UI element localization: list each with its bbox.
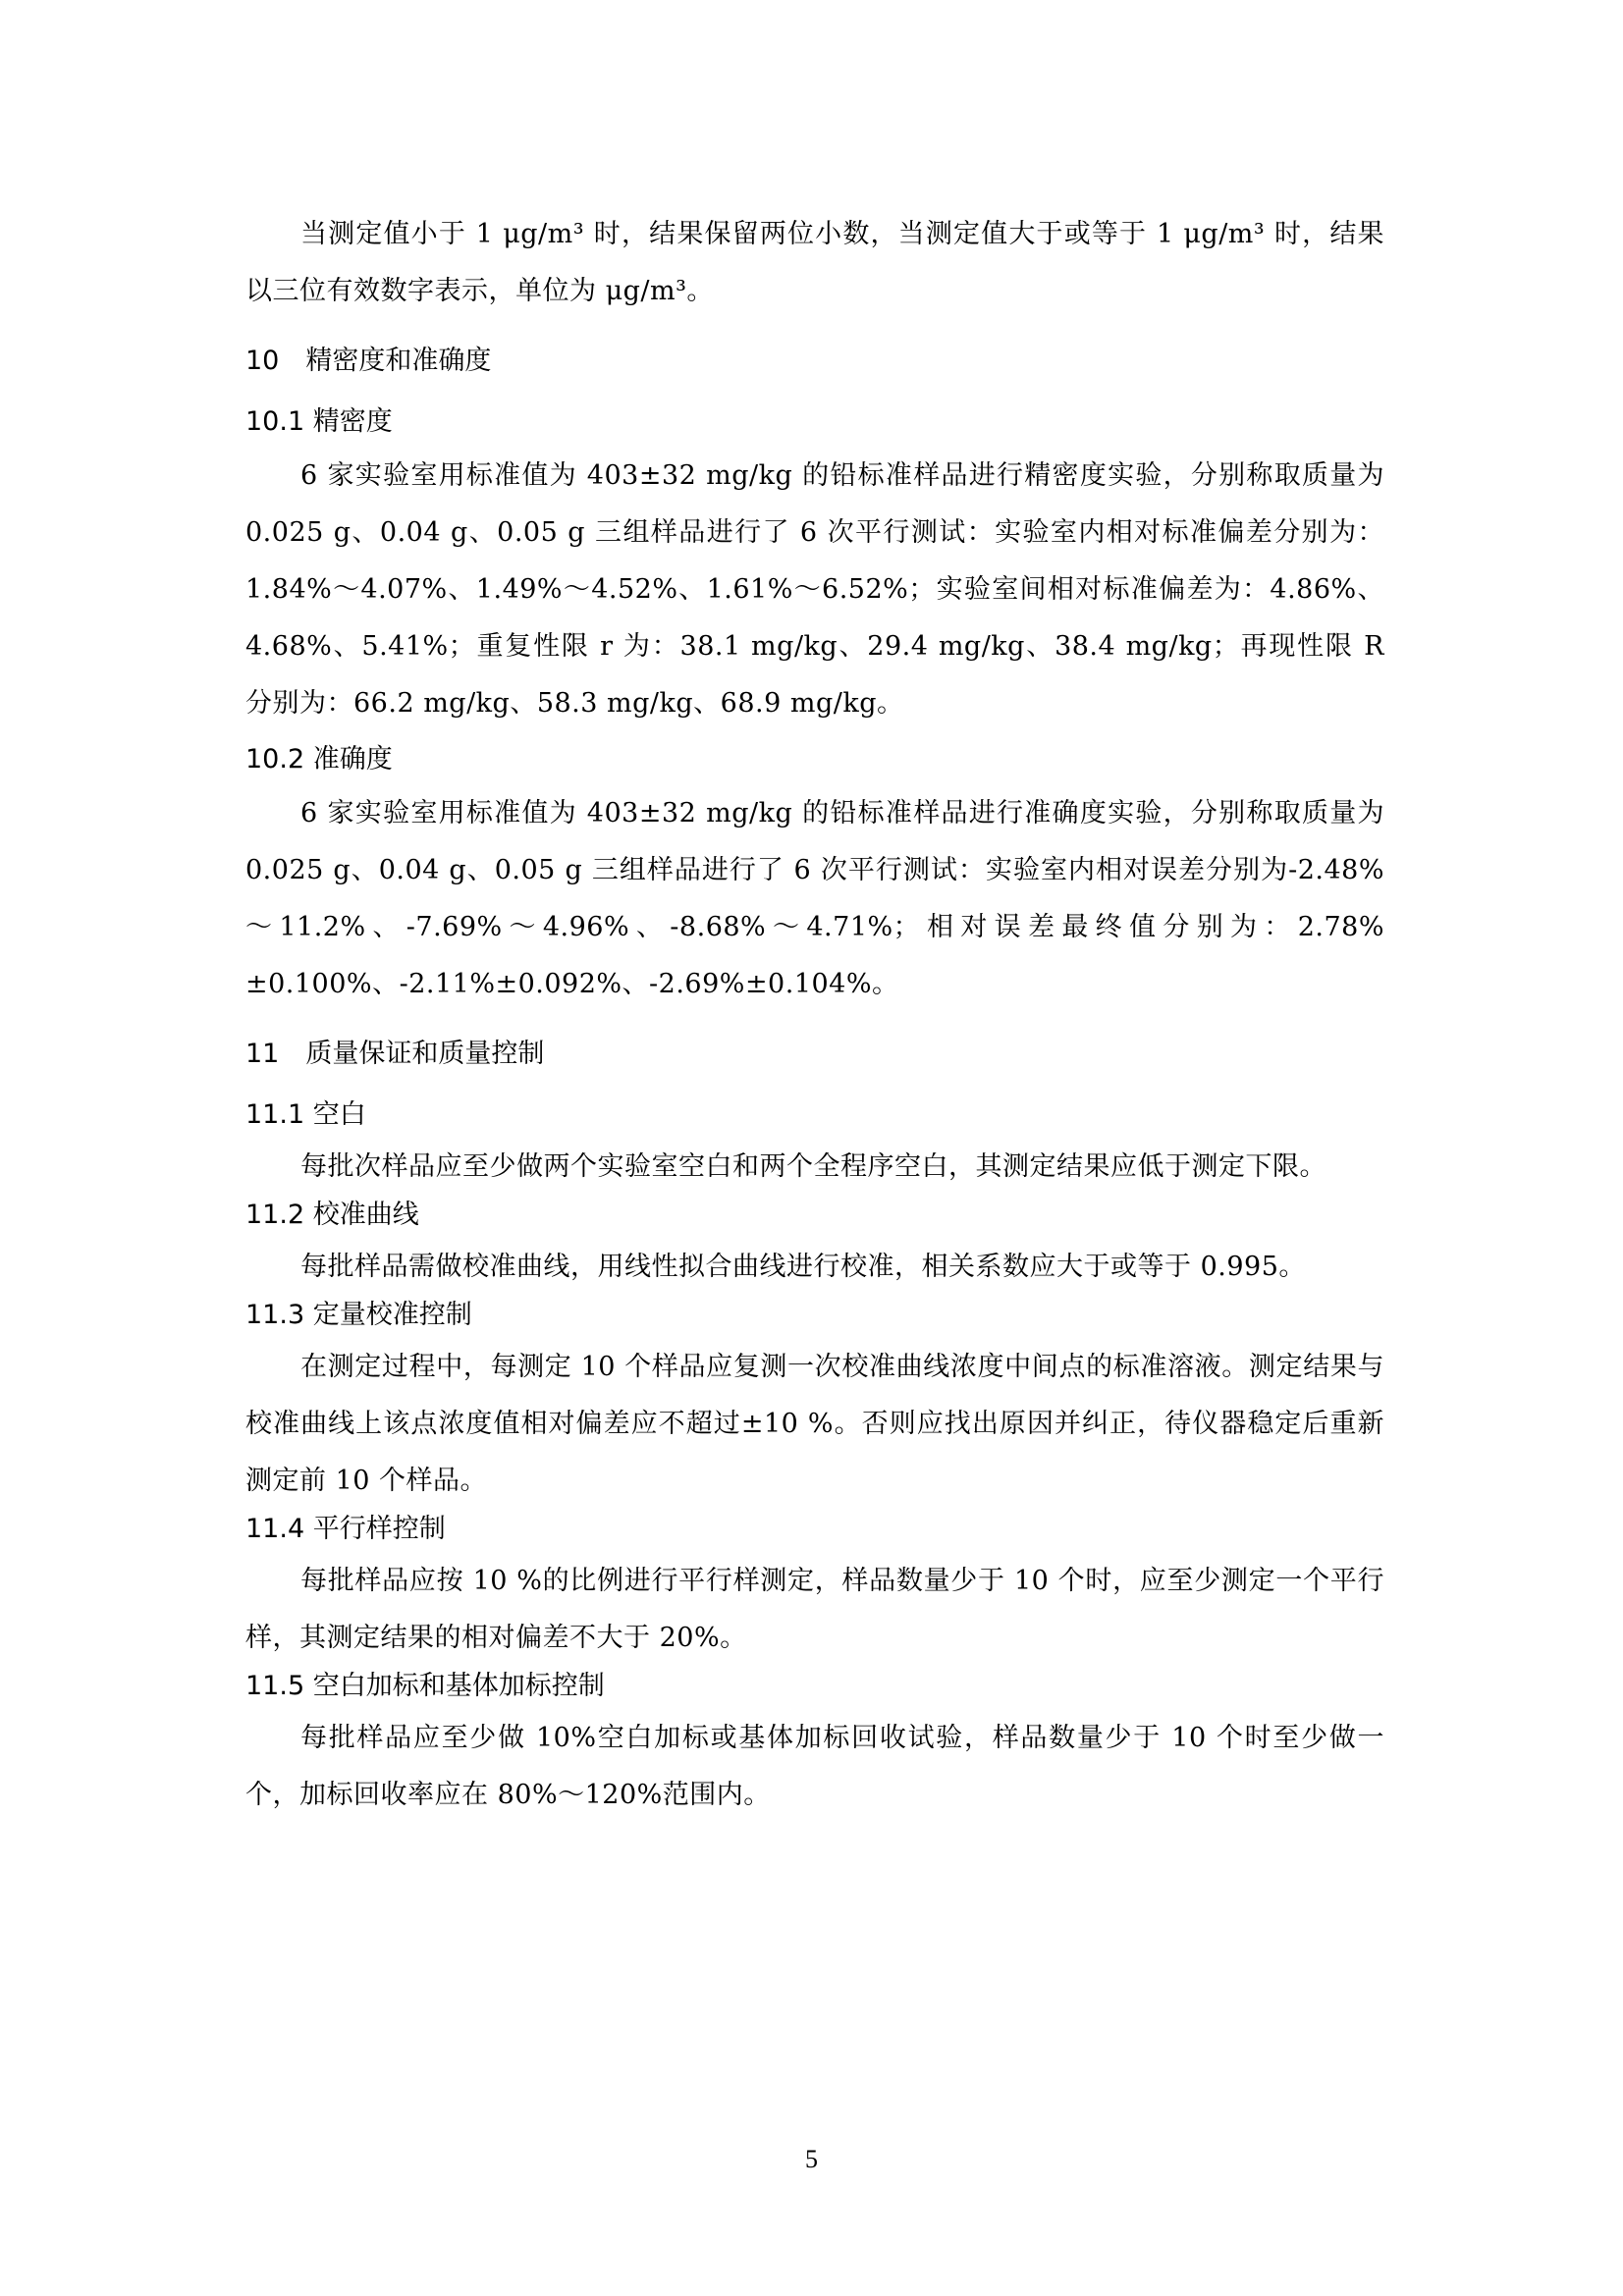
section-10-1-paragraph: 6 家实验室用标准值为 403±32 mg/kg 的铅标准样品进行精密度实验，分别称取质量为 0.025 g、0.04 g、0.05 g 三组样品进行了 6 次平行测试：实验室内相对标准偏差分别为：1.84%～4.07%、1.49%～4.52%、1.61%～6.52%；实验室间相对标准偏差为：4.86%、4.68%、5.41%；重复性限 r 为：38.1 mg/kg、29.4 mg/kg、38.4 mg/kg；再现性限 R 分别为：66.2 mg/kg、58.3 mg/kg、68.9 mg/kg。: [245, 460, 1384, 719]
page-body: [245, 206, 1384, 1824]
section-11-1-heading: 11.1 空白: [245, 1099, 366, 1130]
page-number: 5: [805, 2145, 818, 2173]
section-11-2-paragraph: 每批样品需做校准曲线，用线性拟合曲线进行校准，相关系数应大于或等于 0.995。: [300, 1252, 1306, 1282]
section-11-5-heading: 11.5 空白加标和基体加标控制: [245, 1671, 605, 1701]
result-expression-paragraph: 当测定值小于 1 μg/m³ 时，结果保留两位小数，当测定值大于或等于 1 μg/m³ 时，结果以三位有效数字表示，单位为 μg/m³。: [245, 219, 1384, 306]
section-10-1-heading: 10.1 精密度: [245, 406, 393, 437]
section-10-2-heading: 10.2 准确度: [245, 744, 393, 774]
section-11-4-heading: 11.4 平行样控制: [245, 1514, 446, 1544]
section-11-5-paragraph: 每批样品应至少做 10%空白加标或基体加标回收试验，样品数量少于 10 个时至少做一个，加标回收率应在 80%～120%范围内。: [245, 1723, 1384, 1810]
section-10-heading: 10 精密度和准确度: [245, 346, 492, 376]
section-11-1-paragraph: 每批次样品应至少做两个实验室空白和两个全程序空白，其测定结果应低于测定下限。: [300, 1151, 1326, 1182]
section-10-2-paragraph: 6 家实验室用标准值为 403±32 mg/kg 的铅标准样品进行准确度实验，分别称取质量为 0.025 g、0.04 g、0.05 g 三组样品进行了 6 次平行测试：实验室内相对误差分别为-2.48%～11.2%、-7.69%～4.96%、-8.68%～4.71%；相对误差最终值分别为：2.78%±0.100%、-2.11%±0.092%、-2.69%±0.104%。: [245, 798, 1384, 999]
section-11-heading: 11 质量保证和质量控制: [245, 1039, 545, 1069]
section-11-2-heading: 11.2 校准曲线: [245, 1200, 419, 1230]
section-11-4-paragraph: 每批样品应按 10 %的比例进行平行样测定，样品数量少于 10 个时，应至少测定一个平行样，其测定结果的相对偏差不大于 20%。: [245, 1566, 1384, 1653]
section-11-3-heading: 11.3 定量校准控制: [245, 1300, 472, 1330]
section-11-3-paragraph: 在测定过程中，每测定 10 个样品应复测一次校准曲线浓度中间点的标准溶液。测定结果与校准曲线上该点浓度值相对偏差应不超过±10 %。否则应找出原因并纠正，待仪器稳定后重新测定前 10 个样品。: [245, 1352, 1384, 1496]
